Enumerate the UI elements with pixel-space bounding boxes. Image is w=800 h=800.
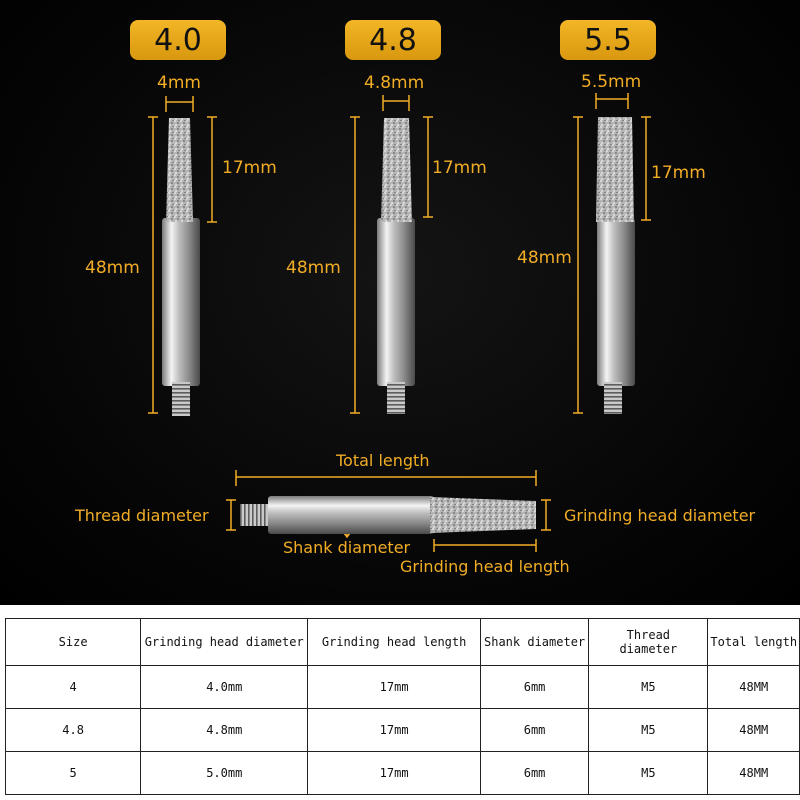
thread-diameter-label: Thread diameter [75,506,209,525]
cell: 48MM [708,666,800,709]
cell: M5 [589,752,708,795]
col-thread-diameter: Thread diameter [589,619,708,666]
col-shank-diameter: Shank diameter [480,619,588,666]
cell: 4.8mm [141,709,308,752]
bit-4mm [162,118,200,416]
bit1-total-length: 48mm [85,258,140,278]
size-badge-4.8: 4.8 [345,20,441,60]
col-size: Size [6,619,141,666]
bit-horizontal [240,496,536,534]
bit2-head-length: 17mm [432,158,487,178]
bit2-head-diameter: 4.8mm [364,73,425,93]
shank-diameter-label: Shank diameter [283,538,411,557]
bit3-total-length: 48mm [517,248,572,268]
cell: 6mm [480,709,588,752]
cell: 4.0mm [141,666,308,709]
cell: 48MM [708,709,800,752]
bit3-head-diameter: 5.5mm [581,72,642,92]
grinding-head-diameter-label: Grinding head diameter [564,506,756,525]
cell: 4 [6,666,141,709]
spec-table [5,618,800,795]
cell: 17mm [308,752,481,795]
cell: 4.8 [6,709,141,752]
table-row [6,752,800,795]
bit-5.5mm [596,117,635,414]
size-badge-5.5: 5.5 [560,20,656,60]
spec-table-panel [0,605,800,800]
size-badge-4.0: 4.0 [130,20,226,60]
table-row [6,709,800,752]
table-row [6,666,800,709]
total-length-label: Total length [336,451,430,470]
table-header-row [6,619,800,666]
cell: M5 [589,709,708,752]
cell: 6mm [480,752,588,795]
cell: 17mm [308,709,481,752]
cell: 5.0mm [141,752,308,795]
cell: M5 [589,666,708,709]
grinding-head-length-label: Grinding head length [400,557,570,576]
bit1-head-length: 17mm [222,158,277,178]
col-total-length: Total length [708,619,800,666]
cell: 48MM [708,752,800,795]
bit2-total-length: 48mm [286,258,341,278]
cell: 6mm [480,666,588,709]
cell: 5 [6,752,141,795]
bit-4.8mm [377,118,415,414]
bit3-head-length: 17mm [651,163,706,183]
cell: 17mm [308,666,481,709]
bit1-head-diameter: 4mm [157,73,201,93]
col-grinding-head-length: Grinding head length [308,619,481,666]
col-grinding-head-diameter: Grinding head diameter [141,619,308,666]
